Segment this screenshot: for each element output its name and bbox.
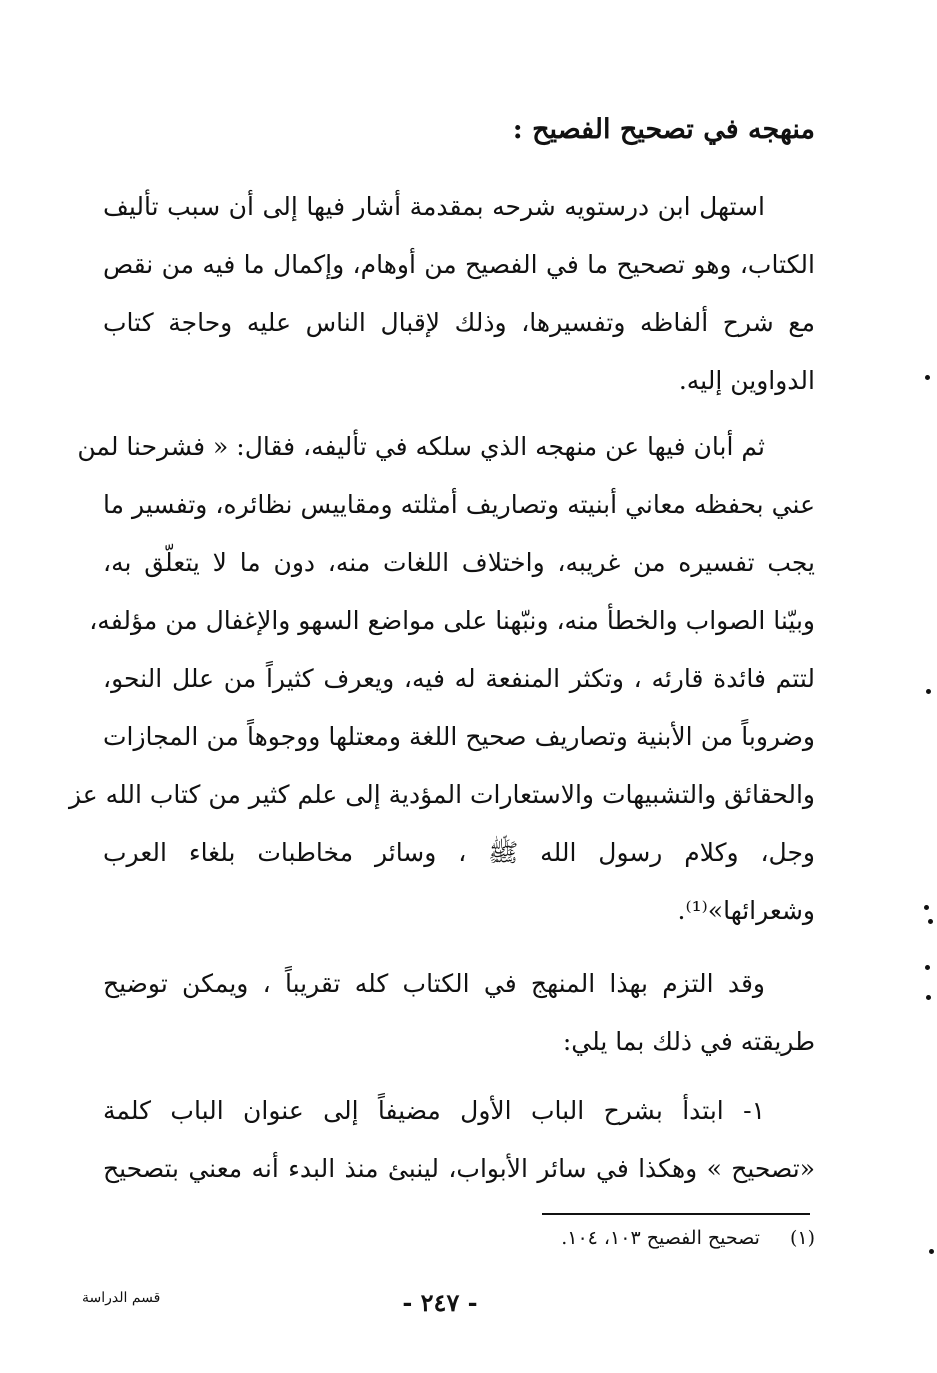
footnote [115, 1222, 815, 1254]
scan-speck [929, 1249, 934, 1254]
paragraph-line: وقد التزم بهذا المنهج في الكتاب كله تقريباً ، ويمكن توضيح [103, 969, 765, 998]
scan-speck [925, 375, 930, 380]
paragraph-line: وشعرائها»⁽¹⁾. [677, 896, 815, 925]
scan-speck [924, 905, 929, 910]
paragraph-method [103, 955, 815, 1071]
paragraph-line: والحقائق والتشبيهات والاستعارات المؤدية إلى علم كثير من كتاب الله عز [69, 780, 815, 809]
scan-speck [926, 995, 931, 1000]
footnote-number: (١) [789, 1227, 815, 1249]
footnote-text: تصحيح الفصيح ١٠٣، ١٠٤. [561, 1227, 760, 1249]
section-heading: منهجه في تصحيح الفصيح : [512, 114, 815, 145]
paragraph-line: عني بحفظه معاني أبنيته وتصاريف أمثلته ومقاييس نظائره، وتفسير ما [103, 490, 815, 519]
paragraph-quote [69, 418, 815, 940]
footnote-divider [542, 1213, 810, 1215]
paragraph-line: «تصحيح » وهكذا في سائر الأبواب، لينبئ منذ البدء أنه معني بتصحيح [103, 1154, 815, 1183]
running-footer: قسم الدراسة [82, 1290, 161, 1306]
paragraph-line: وبيّنا الصواب والخطأ منه، ونبّهنا على مواضع السهو والإغفال من مؤلفه، [89, 606, 815, 635]
paragraph-line: مع شرح ألفاظه وتفسيرها، وذلك لإقبال الناس عليه وحاجة كتاب [103, 308, 815, 337]
page-number: - ٢٤٧ - [402, 1288, 478, 1317]
paragraph-line: ١- ابتدأ بشرح الباب الأول مضيفاً إلى عنوان الباب كلمة [103, 1096, 765, 1125]
paragraph-line: ثم أبان فيها عن منهجه الذي سلكه في تأليفه، فقال: « فشرحنا لمن [77, 432, 765, 461]
scan-speck [925, 965, 930, 970]
paragraph-line: الكتاب، وهو تصحيح ما في الفصيح من أوهام، وإكمال ما فيه من نقص [103, 250, 815, 279]
numbered-item-1 [103, 1082, 815, 1198]
paragraph-intro [103, 178, 815, 410]
paragraph-line: الدواوين إليه. [678, 366, 815, 395]
paragraph-line: وضروباً من الأبنية وتصاريف صحيح اللغة ومعتلها ووجوهاً من المجازات [103, 722, 815, 751]
scan-speck [928, 919, 933, 924]
scan-speck [926, 689, 931, 694]
paragraph-line: لتتم فائدة قارئه ، وتكثر المنفعة له فيه، ويعرف كثيراً من علل النحو، [103, 664, 815, 693]
paragraph-line: وجل، وكلام رسول الله ﷺ ، وسائر مخاطبات بلغاء العرب [103, 838, 815, 867]
paragraph-line: استهل ابن درستويه شرحه بمقدمة أشار فيها إلى أن سبب تأليف [103, 192, 765, 221]
paragraph-line: طريقته في ذلك بما يلي: [562, 1027, 815, 1056]
paragraph-line: يجب تفسيره من غريبه، واختلاف اللغات منه، دون ما لا يتعلّق به، [103, 548, 815, 577]
